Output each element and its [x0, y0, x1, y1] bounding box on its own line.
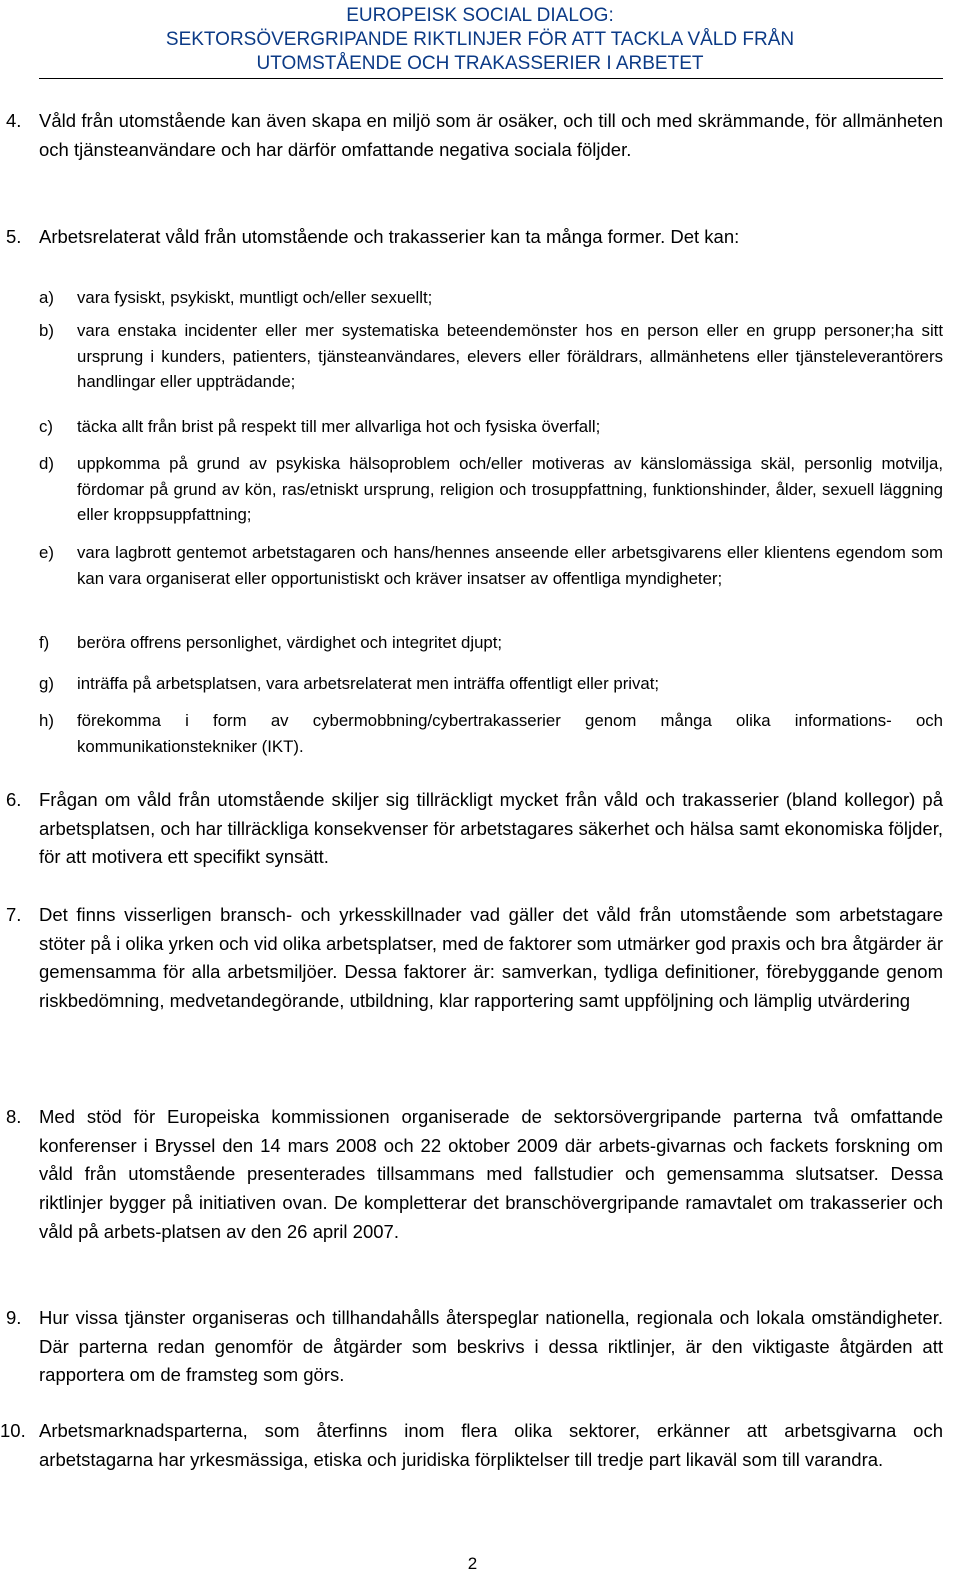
- header-line-3: UTOMSTÅENDE OCH TRAKASSERIER I ARBETET: [256, 53, 704, 74]
- sub-item-letter: d): [39, 454, 54, 473]
- header-rule: [39, 78, 943, 79]
- header-line-2: SEKTORSÖVERGRIPANDE RIKTLINJER FÖR ATT TACKLA VÅLD FRÅN: [165, 29, 795, 50]
- sub-item-letter: c): [39, 417, 53, 436]
- sub-item-text: beröra offrens personlighet, värdighet och integritet djupt;: [77, 633, 503, 652]
- sub-item-text: täcka allt från brist på respekt till mer allvarliga hot och fysiska överfall;: [77, 417, 601, 436]
- item-text: Det finns visserligen bransch- och yrkesskillnader vad gäller det våld från utomstående som arbetstagare stöter på i olika yrken och vid olika arbetsplatser, med de faktorer som utmärker god praxis och bra åtgärder är gemensamma för alla arbetsmiljöer. Dessa faktorer är: samverkan, tydliga definitioner, förebyggande genom riskbedömning, medvetandegörande, utbildning, klar rapportering samt uppföljning och lämplig utvärdering: [39, 904, 943, 1012]
- item-number: 5.: [6, 226, 22, 247]
- item-text: Arbetsrelaterat våld från utomstående och trakasserier kan ta många former. Det kan:: [39, 226, 740, 247]
- item-number: 8.: [6, 1106, 22, 1127]
- document-header: [0, 4, 960, 76]
- item-text: Hur vissa tjänster organiseras och tillhandahålls återspeglar nationella, regionala och lokala omständigheter. Där parterna redan genomför de åtgärder som beskrivs i dessa riktlinjer, är den viktigaste åtgärden att rapportera om de framsteg som görs.: [39, 1307, 943, 1386]
- item-text: Frågan om våld från utomstående skiljer sig tillräckligt mycket från våld och trakasserier (bland kollegor) på arbetsplatsen, och har tillräckliga konsekvenser för arbetstagares säkerhet och hälsa samt ekonomiska följder, för att motivera ett specifikt synsätt.: [39, 789, 943, 868]
- sub-item-letter: a): [39, 288, 54, 307]
- item-number: 7.: [6, 904, 22, 925]
- item-text: Arbetsmarknadsparterna, som återfinns inom flera olika sektorer, erkänner att arbetsgivarna och arbetstagarna har yrkesmässiga, etiska och juridiska förpliktelser till tredje part likaväl som till varandra.: [39, 1420, 943, 1470]
- sub-item-text: vara fysiskt, psykiskt, muntligt och/eller sexuellt;: [77, 288, 433, 307]
- item-number: 10.: [0, 1420, 26, 1441]
- sub-item-text: inträffa på arbetsplatsen, vara arbetsrelaterat men inträffa offentligt eller privat;: [77, 674, 660, 693]
- sub-item-text: vara lagbrott gentemot arbetstagaren och hans/hennes anseende eller arbetsgivarens eller klientens egendom som kan vara organiserat eller opportunistiskt och kräver insatser av offentliga myndigheter;: [77, 543, 943, 588]
- sub-item-letter: f): [39, 633, 50, 652]
- item-number: 6.: [6, 789, 22, 810]
- item-number: 9.: [6, 1307, 22, 1328]
- sub-item-letter: g): [39, 674, 54, 693]
- sub-item-text: uppkomma på grund av psykiska hälsoproblem och/eller motiveras av känslomässiga skäl, personlig motvilja, fördomar på grund av kön, ras/etniskt ursprung, religion och trosuppfattning, funktionshinder, ålder, sexuell läggning eller kroppsuppfattning;: [77, 454, 943, 525]
- item-number: 4.: [6, 110, 22, 131]
- item-text: Med stöd för Europeiska kommissionen organiserade de sektorsövergripande parterna två omfattande konferenser i Bryssel den 14 mars 2008 och 22 oktober 2009 där arbets-givarnas och fackets forskning om våld från utomstående presenterades tillsammans med fallstudier och gemensamma slutsatser. Dessa riktlinjer bygger på initiativen ovan. De kompletterar det branschövergripande ramavtalet om trakasserier och våld på arbets-platsen av den 26 april 2007.: [39, 1106, 943, 1242]
- sub-item-text: förekomma i form av cybermobbning/cybertrakasserier genom många olika informations- och kommunikationstekniker (IKT).: [77, 711, 943, 756]
- header-line-1: EUROPEISK SOCIAL DIALOG:: [346, 5, 614, 26]
- item-text: Våld från utomstående kan även skapa en miljö som är osäker, och till och med skrämmande, för allmänheten och tjänsteanvändare och har därför omfattande negativa sociala följder.: [39, 110, 943, 160]
- sub-item-letter: h): [39, 711, 54, 730]
- sub-item-text: vara enstaka incidenter eller mer systematiska beteendemönster hos en person eller en grupp personer;ha sitt ursprung i kunders, patienters, tjänsteanvändares, elevers eller föräldrars, allmänhetens eller tjänsteleverantörers handlingar eller uppträdande;: [77, 321, 943, 392]
- sub-item-letter: b): [39, 321, 54, 340]
- page-number: 2: [467, 1554, 478, 1573]
- sub-item-letter: e): [39, 543, 54, 562]
